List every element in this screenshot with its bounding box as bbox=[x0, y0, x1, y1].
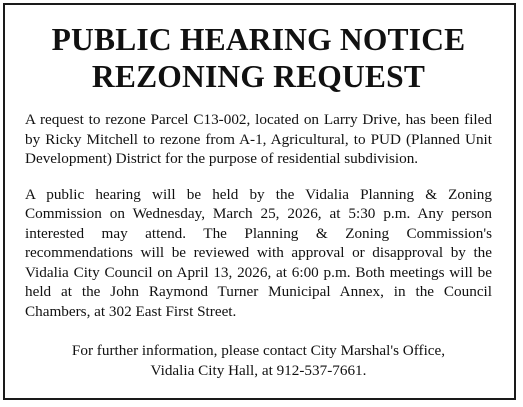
contact-line: Vidalia City Hall, at 912-537-7661. bbox=[150, 361, 367, 379]
rezoning-request-paragraph: A request to rezone Parcel C13-002, located on Larry Drive, has been filed by Ricky Mitchell to rezone from A-1, Agricultural, to PUD (Planned Unit Development) District for the purpose of residential subdivision. bbox=[25, 111, 492, 167]
notice-content bbox=[5, 21, 514, 380]
hearing-details-paragraph: A public hearing will be held by the Vidalia Planning & Zoning Commission on Wednesday, March 25, 2026, at 5:30 p.m. Any person interested may attend. The Planning & Zoning Commission's recommendations will be reviewed with approval or disapproval by the Vidalia City Council on April 13, 2026, at 6:00 p.m. Both meetings will be held at the John Raymond Turner Municipal Annex, in the Council Chambers, at 302 East First Street. bbox=[25, 185, 492, 320]
contact-paragraph bbox=[25, 341, 492, 380]
notice-border bbox=[3, 3, 516, 400]
contact-line: For further information, please contact City Marshal's Office, bbox=[71, 342, 446, 359]
notice-title: PUBLIC HEARING NOTICE bbox=[51, 22, 466, 57]
notice-subtitle: REZONING REQUEST bbox=[91, 59, 426, 94]
